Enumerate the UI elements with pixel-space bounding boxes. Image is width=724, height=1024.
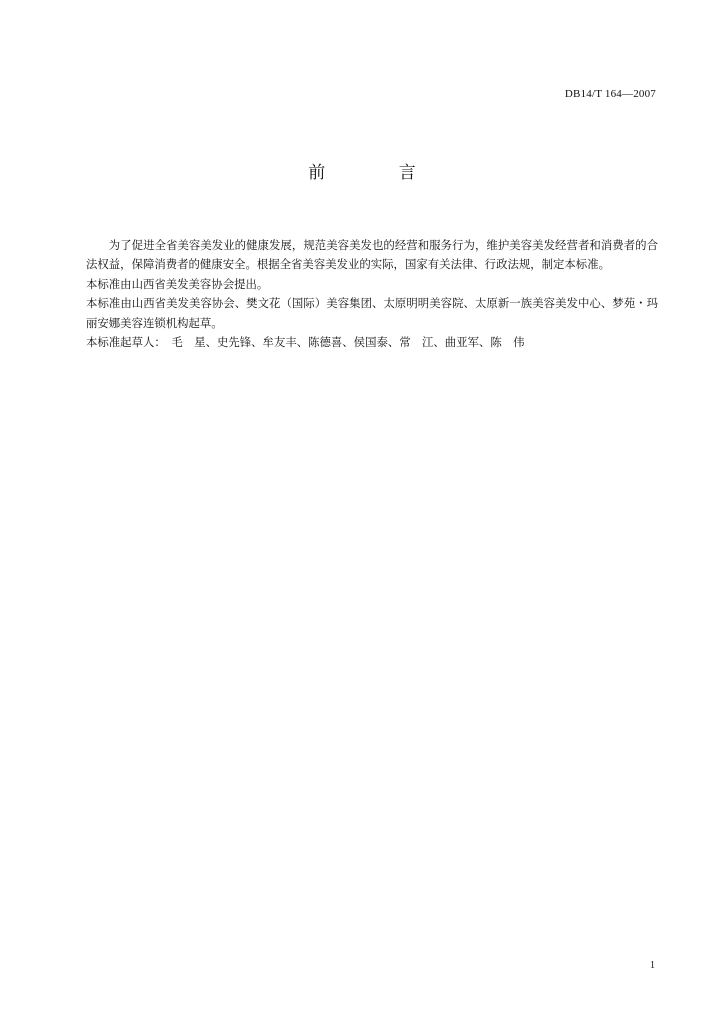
page-number: 1 (650, 960, 655, 971)
page-title: 前 言 (308, 163, 450, 183)
document-code: DB14/T 164—2007 (564, 88, 656, 100)
foreword-paragraph-drafters: 本标准起草人： 毛 星、史先锋、牟友丰、陈德喜、侯国泰、常 江、曲亚军、陈 伟 (86, 335, 525, 350)
foreword-body (86, 236, 658, 352)
foreword-paragraph-proposer: 本标准由山西省美发美容协会提出。 (86, 276, 269, 291)
foreword-paragraph-purpose: 为了促进全省美容美发业的健康发展，规范美容美发也的经营和服务行为，维护美容美发经营者和消费者的合法权益，保障消费者的健康安全。根据全省美容美发业的实际，国家有关法律、行政法规，制定本标准。 (86, 238, 658, 272)
foreword-paragraph-drafting-units: 本标准由山西省美发美容协会、樊文花（国际）美容集团、太原明明美容院、太原新一族美容美发中心、梦苑・玛丽安娜美容连锁机构起草。 (86, 296, 658, 330)
